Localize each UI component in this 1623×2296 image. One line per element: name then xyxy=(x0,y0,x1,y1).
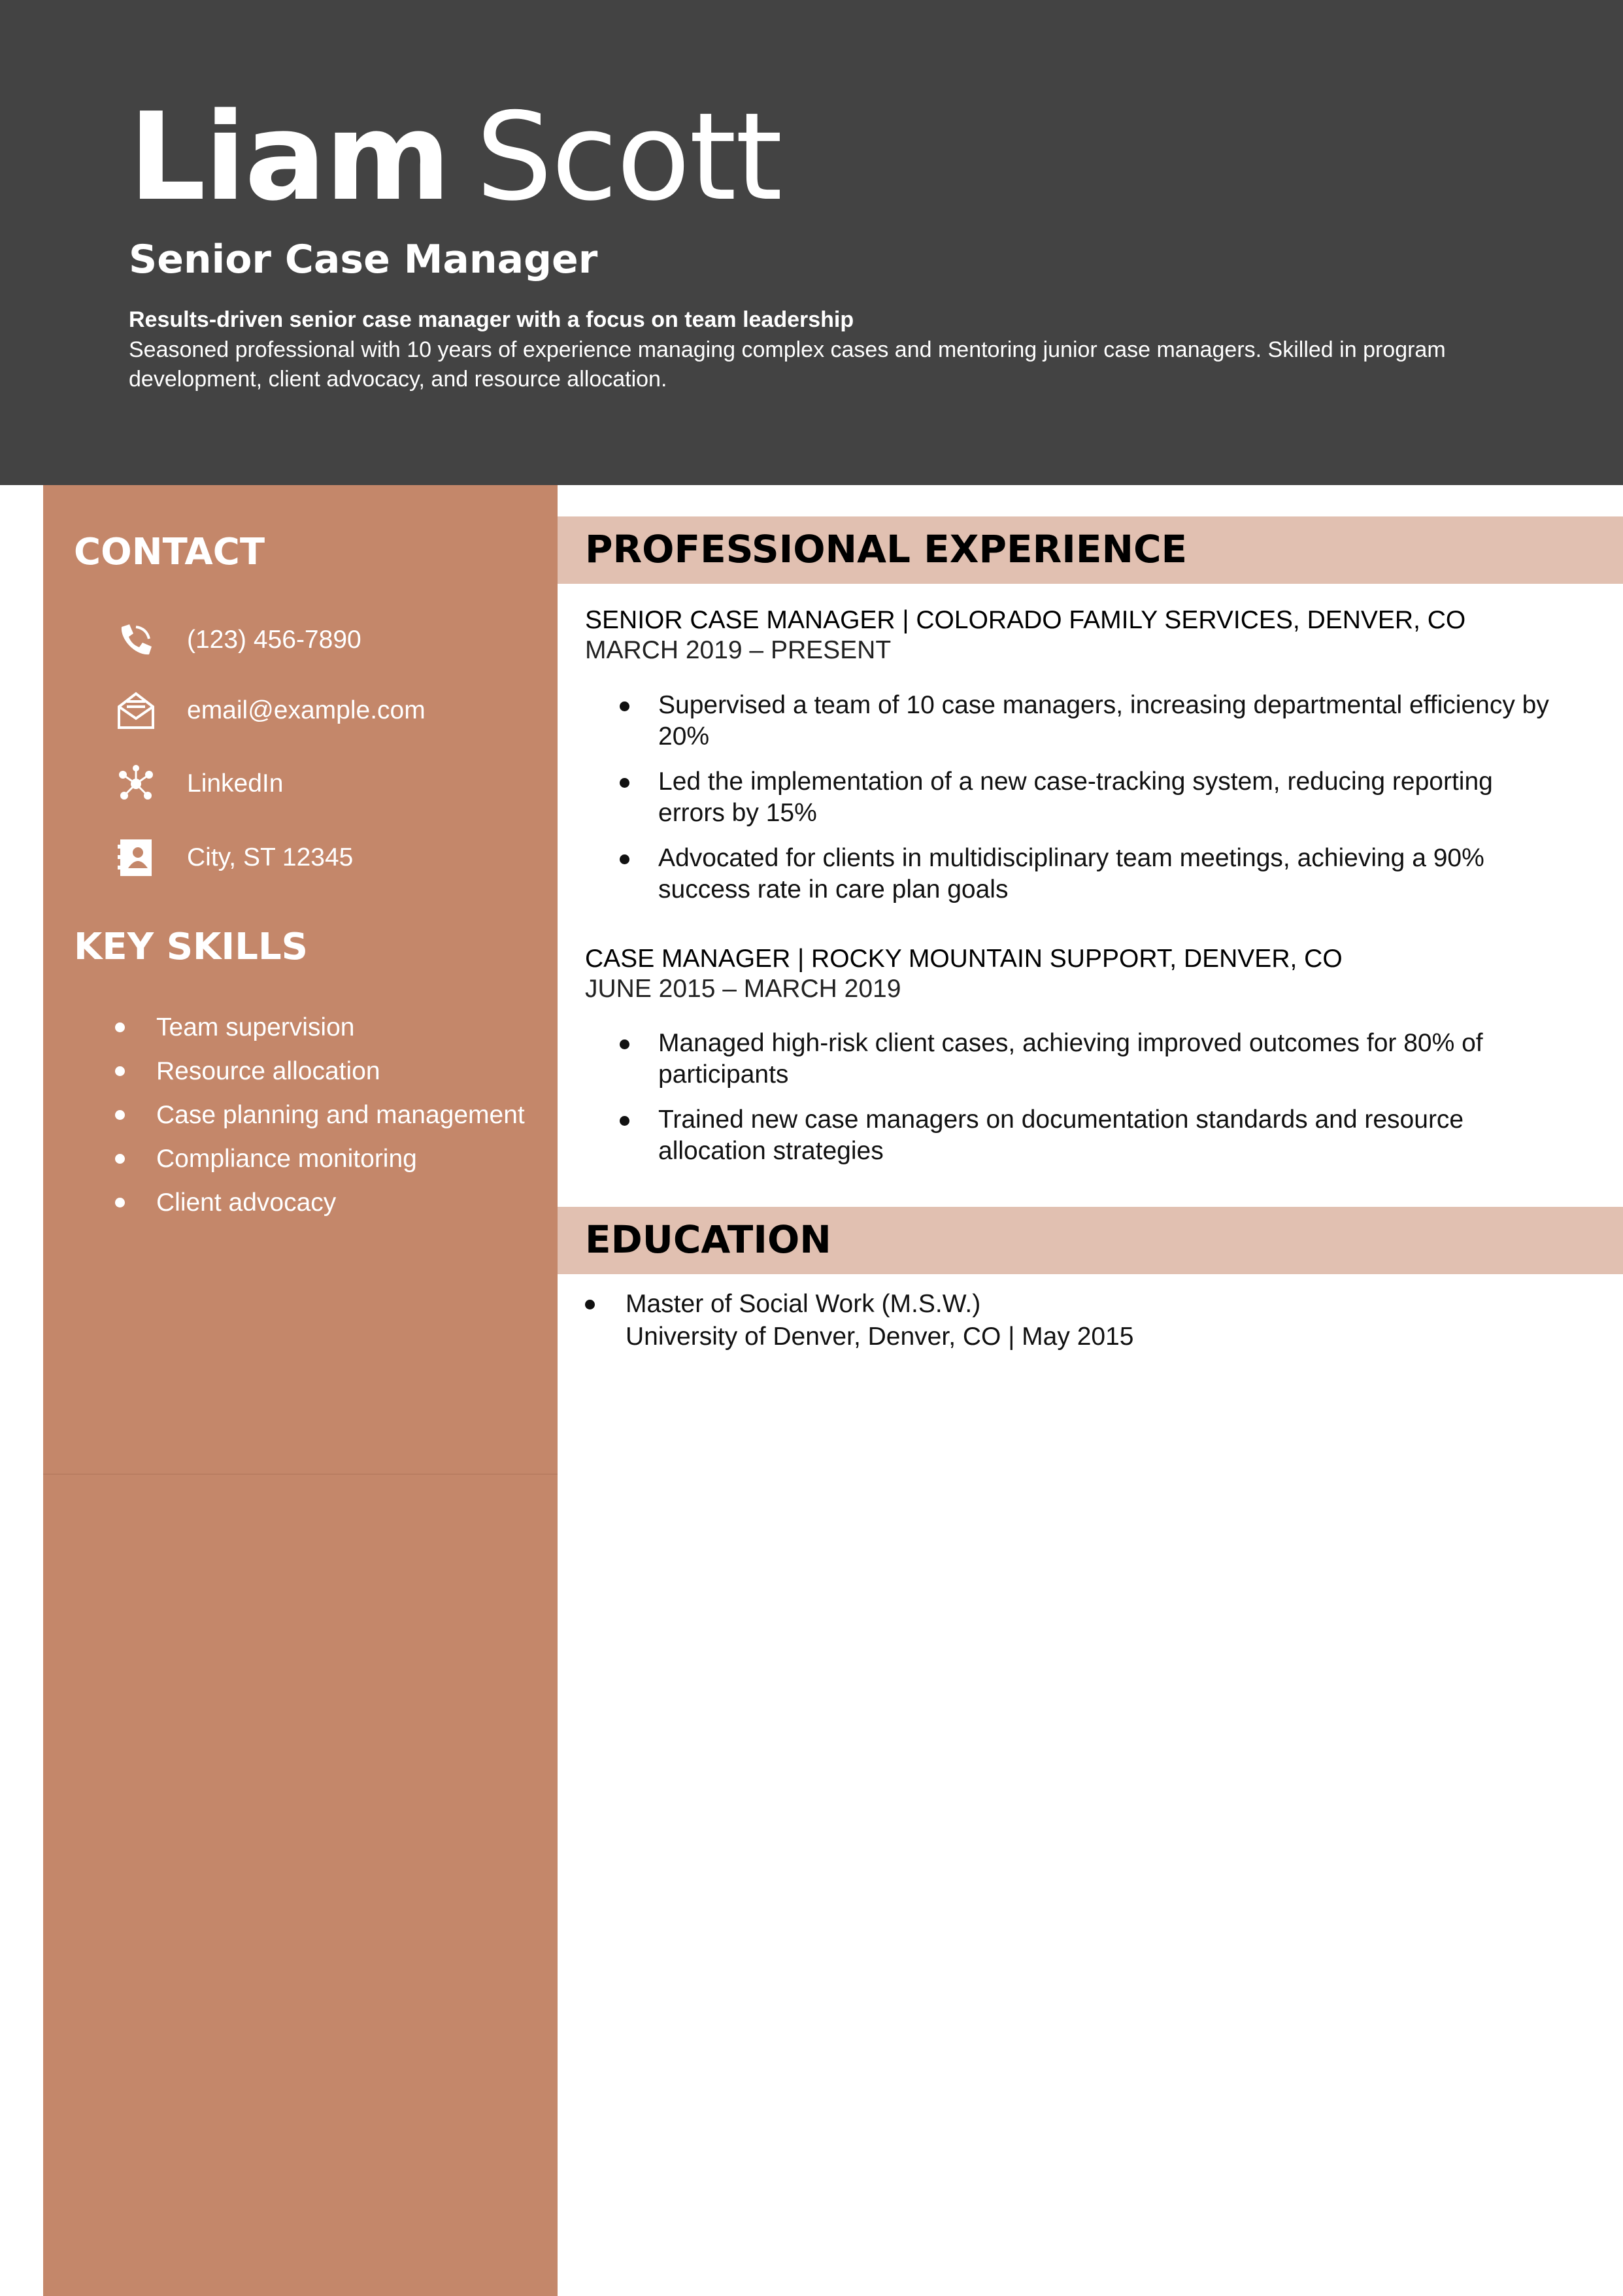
job-bullet: Led the implementation of a new case-tracking system, reducing reporting errors by 15% xyxy=(620,766,1561,829)
linkedin-text[interactable]: LinkedIn xyxy=(187,769,284,798)
candidate-name xyxy=(129,86,782,228)
skill-item: Team supervision xyxy=(115,1011,533,1043)
linkedin-icon xyxy=(115,763,157,805)
skill-item: Case planning and management xyxy=(115,1099,533,1131)
job-bullet: Managed high-risk client cases, achieving improved outcomes for 80% of participants xyxy=(620,1028,1561,1090)
skill-item: Resource allocation xyxy=(115,1055,533,1087)
degree-text: Master of Social Work (M.S.W.) xyxy=(626,1290,981,1318)
job-dates: JUNE 2015 – MARCH 2019 xyxy=(585,975,901,1003)
skills-heading: KEY SKILLS xyxy=(74,926,308,968)
skill-item: Client advocacy xyxy=(115,1187,533,1219)
education-heading: EDUCATION xyxy=(585,1217,831,1262)
skill-item: Compliance monitoring xyxy=(115,1143,533,1175)
job-bullet: Advocated for clients in multidisciplinary team meetings, achieving a 90% success rate in care plan goals xyxy=(620,843,1561,905)
contact-heading: CONTACT xyxy=(74,531,265,573)
email-icon xyxy=(115,690,157,732)
address-text: City, ST 12345 xyxy=(187,843,354,871)
summary-heading: Results-driven senior case manager with a focus on team leadership xyxy=(129,307,854,332)
job-bullets xyxy=(620,690,1561,919)
job-bullets xyxy=(620,1028,1561,1181)
school-text: University of Denver, Denver, CO | May 2015 xyxy=(626,1323,1134,1351)
skills-list xyxy=(115,1011,533,1230)
education-section-bar xyxy=(558,1207,1623,1274)
contact-email[interactable] xyxy=(115,688,426,734)
contact-linkedin[interactable] xyxy=(115,761,283,807)
contact-phone xyxy=(115,617,361,663)
phone-icon xyxy=(115,619,157,661)
job-title-line: SENIOR CASE MANAGER | COLORADO FAMILY SERVICES, DENVER, CO xyxy=(585,606,1466,634)
experience-heading: PROFESSIONAL EXPERIENCE xyxy=(585,527,1188,571)
experience-section-bar xyxy=(558,516,1623,584)
job-bullet: Trained new case managers on documentation standards and resource allocation strategies xyxy=(620,1104,1561,1167)
job-bullet: Supervised a team of 10 case managers, increasing departmental efficiency by 20% xyxy=(620,690,1561,752)
main-content xyxy=(558,485,1623,2296)
summary-text: Seasoned professional with 10 years of experience managing complex cases and mentoring junior case managers. Skilled in program development, client advocacy, and resource allocation. xyxy=(129,337,1446,392)
job-title: Senior Case Manager xyxy=(129,237,598,282)
sidebar-divider xyxy=(43,1474,558,1475)
education-item xyxy=(585,1288,1565,1353)
sidebar xyxy=(43,485,558,2296)
job-dates: MARCH 2019 – PRESENT xyxy=(585,636,892,664)
first-name: Liam xyxy=(129,86,450,228)
education-entry xyxy=(585,1288,1565,1353)
email-text[interactable]: email@example.com xyxy=(187,696,426,724)
contact-address xyxy=(115,835,353,881)
resume-header xyxy=(0,0,1623,485)
phone-text: (123) 456-7890 xyxy=(187,626,361,654)
last-name: Scott xyxy=(475,86,782,228)
address-card-icon xyxy=(115,837,157,879)
job-title-line: CASE MANAGER | ROCKY MOUNTAIN SUPPORT, DENVER, CO xyxy=(585,945,1343,973)
